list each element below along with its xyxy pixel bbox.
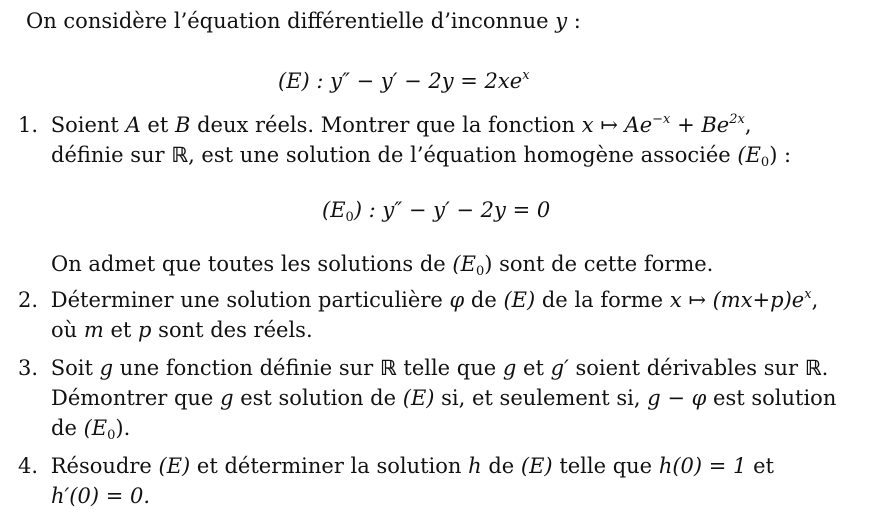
q4-E: (E) xyxy=(158,454,191,478)
q3-E0-sub: 0 xyxy=(107,428,116,443)
q3-var-g2: g xyxy=(502,356,517,380)
q3-E0: (E xyxy=(83,416,108,440)
question-3-line-1 xyxy=(18,355,828,381)
question-4-line-1 xyxy=(18,453,774,479)
q3-text-d: et xyxy=(523,356,544,380)
q1-comma: , xyxy=(744,113,752,137)
equation-E0-sub: 0 xyxy=(345,210,354,225)
q2-function-map: x ↦ (mx+p)e xyxy=(669,288,805,312)
q3-period: . xyxy=(821,356,829,380)
q3-var-gprime: g′ xyxy=(550,356,569,380)
q2-exp: x xyxy=(804,287,812,302)
q1-text-d: , est une solution de l’équation homogène associée xyxy=(188,143,731,167)
equation-E-label: (E) : xyxy=(278,69,324,93)
q3-text-i: est solution xyxy=(713,386,837,410)
q4-text-et: et xyxy=(753,454,774,478)
q1-exp-1: −x xyxy=(652,112,671,127)
q3-text-e: soient dérivables sur xyxy=(575,356,799,380)
equation-E-base: e xyxy=(509,69,523,93)
question-1-number: 1. xyxy=(18,113,39,137)
q4-text-a: Résoudre xyxy=(50,454,152,478)
q3-reals-symbol: ℝ xyxy=(379,356,397,380)
q1-var-B: B xyxy=(174,113,191,137)
equation-E0 xyxy=(322,197,550,223)
question-1-line-1 xyxy=(18,112,752,138)
q1-plus-term: + Be xyxy=(677,113,730,137)
q2-text-d: où xyxy=(51,318,78,342)
q3-text-a: Soit xyxy=(50,356,93,380)
question-3-line-3 xyxy=(51,415,130,441)
admit-text-b: ) sont de cette forme. xyxy=(484,252,714,276)
q1-text-c: définie sur xyxy=(51,143,165,167)
intro-variable: y xyxy=(555,9,568,33)
equation-E xyxy=(278,68,530,94)
q1-text-et: et xyxy=(147,113,169,137)
q3-text-j: de xyxy=(51,416,77,440)
q3-text-f: Démontrer que xyxy=(51,386,214,410)
question-3-line-2 xyxy=(51,385,836,411)
admit-text-a: On admet que toutes les solutions de xyxy=(51,252,446,276)
question-2-line-2 xyxy=(51,317,313,343)
q1-close: ) : xyxy=(769,143,792,167)
equation-E-body: y″ − y′ − 2y = 2x xyxy=(330,69,510,93)
q1-E0: (E xyxy=(737,143,761,167)
equation-E0-body: ) : y″ − y′ − 2y = 0 xyxy=(353,198,551,222)
q2-var-p: p xyxy=(138,318,152,342)
q3-E: (E) xyxy=(402,386,435,410)
question-1-line-2 xyxy=(51,142,791,168)
admit-E0: (E xyxy=(452,252,476,276)
question-2-line-1 xyxy=(18,287,818,313)
question-4-number: 4. xyxy=(18,454,39,478)
q1-text-a: Soient xyxy=(50,113,119,137)
q1-function-map: x ↦ Ae xyxy=(581,113,653,137)
q3-text-c: telle que xyxy=(403,356,497,380)
equation-E0-label: (E xyxy=(322,198,346,222)
question-2-number: 2. xyxy=(18,288,39,312)
q2-text-a: Déterminer une solution particulière xyxy=(50,288,443,312)
question-4-line-2 xyxy=(51,483,150,509)
q4-text-c: de xyxy=(488,454,515,478)
q2-comma: , xyxy=(811,288,819,312)
q4-E2: (E) xyxy=(520,454,553,478)
q3-text-h: si, et seulement si, xyxy=(441,386,641,410)
admit-line xyxy=(51,251,713,277)
q1-reals-symbol: ℝ xyxy=(171,143,189,167)
q1-text-b: deux réels. Montrer que la fonction xyxy=(197,113,576,137)
q3-var-g: g xyxy=(99,356,114,380)
q3-text-b: une fonction définie sur xyxy=(119,356,374,380)
q4-text-d: telle que xyxy=(559,454,653,478)
intro-text: On considère l’équation différentielle d’inconnue xyxy=(26,9,549,33)
question-3-number: 3. xyxy=(18,356,39,380)
intro-line xyxy=(26,8,581,34)
q1-exp-2: 2x xyxy=(729,112,745,127)
q1-E0-sub: 0 xyxy=(760,155,770,170)
q3-var-g3: g xyxy=(220,386,234,410)
admit-E0-sub: 0 xyxy=(475,264,485,279)
q2-text-c: de la forme xyxy=(541,288,664,312)
q4-condition-1: h(0) = 1 xyxy=(658,454,747,478)
q4-condition-2: h′(0) = 0. xyxy=(51,484,151,508)
q4-text-b: et déterminer la solution xyxy=(196,454,462,478)
q3-text-g: est solution de xyxy=(240,386,397,410)
q3-reals-symbol-2: ℝ xyxy=(804,356,822,380)
q2-text-b: de xyxy=(470,288,497,312)
q2-text-e: et xyxy=(110,318,132,342)
q2-var-m: m xyxy=(83,318,104,342)
q2-text-f: sont des réels. xyxy=(158,318,313,342)
q4-var-h: h xyxy=(468,454,482,478)
q2-phi: φ xyxy=(449,288,465,312)
equation-E-exponent: x xyxy=(522,68,530,83)
q1-var-A: A xyxy=(125,113,141,137)
q2-E: (E) xyxy=(503,288,536,312)
q3-g-minus-phi: g − φ xyxy=(647,386,707,410)
intro-colon: : xyxy=(573,9,581,33)
q3-end: ). xyxy=(115,416,131,440)
